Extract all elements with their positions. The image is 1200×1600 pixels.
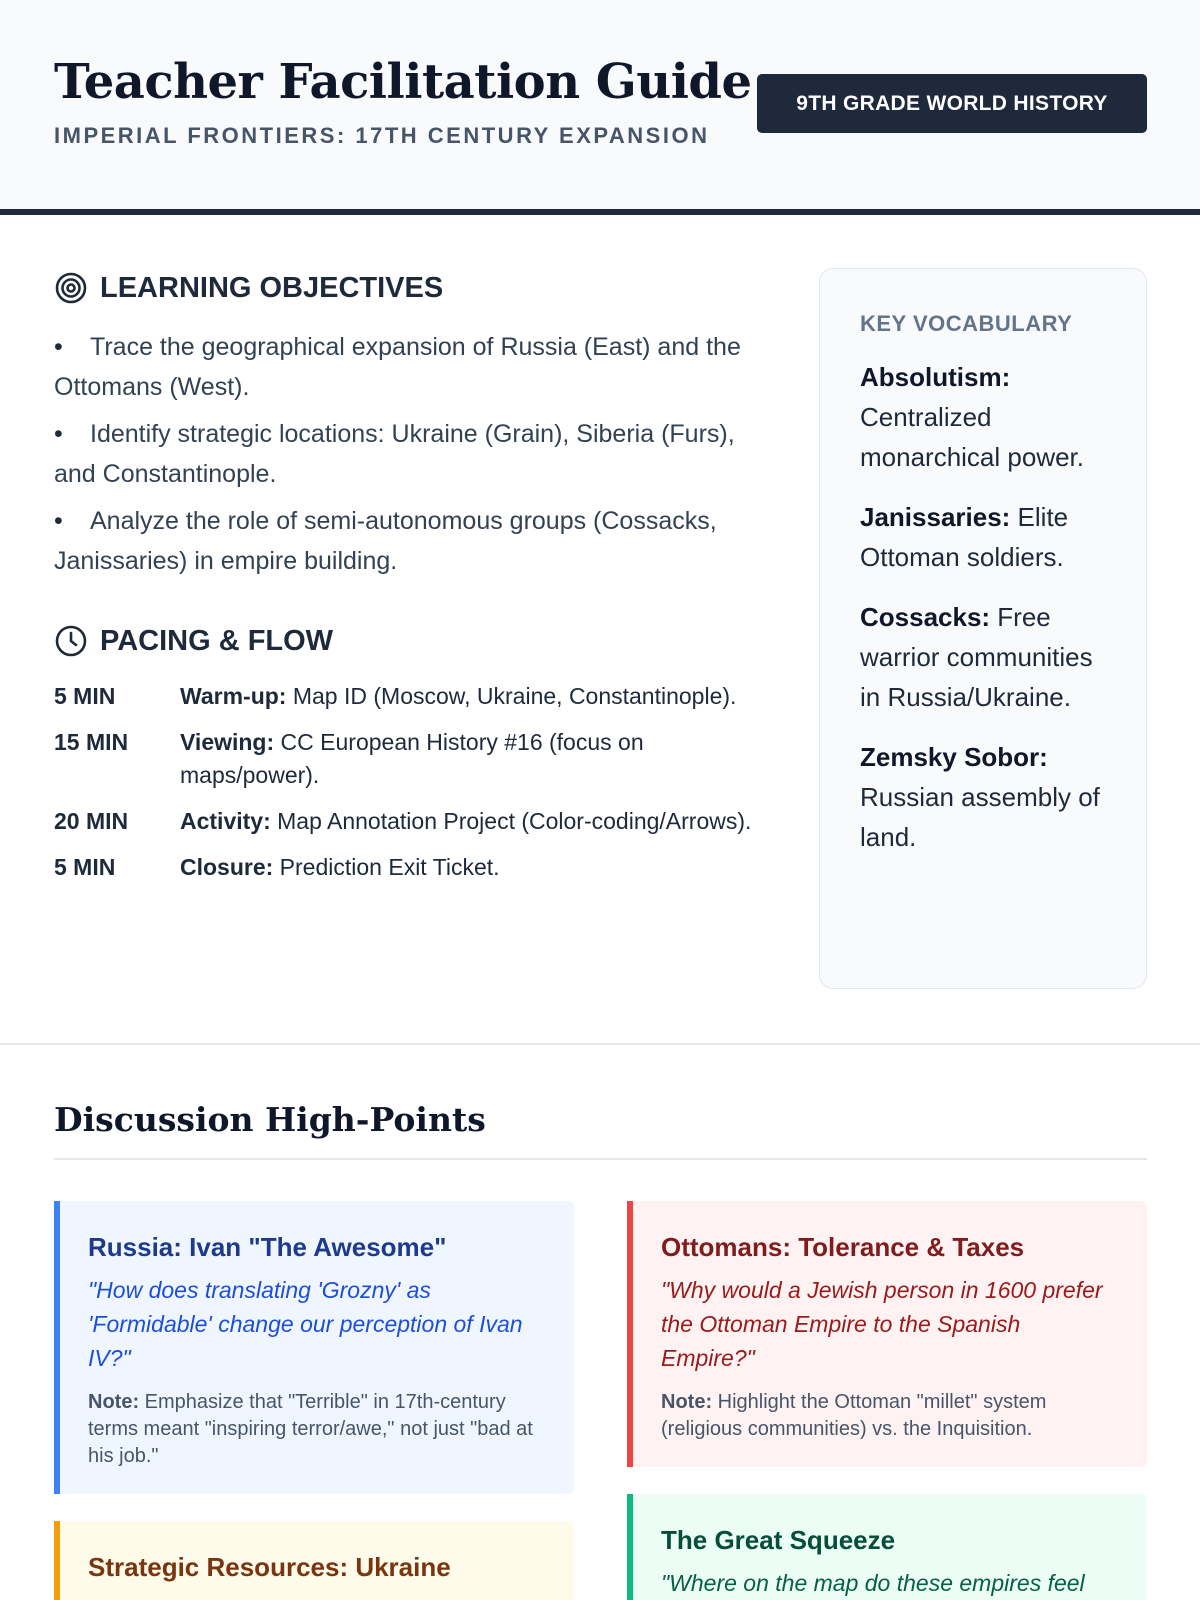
objectives-heading-label: LEARNING OBJECTIVES <box>100 271 444 304</box>
note-label: Note: <box>661 1391 713 1413</box>
vocabulary-definition: Centralized monarchical power. <box>860 402 1084 472</box>
clock-icon <box>54 624 88 658</box>
pacing-row <box>54 726 754 792</box>
note-text: Highlight the Ottoman "millet" system (religious communities) vs. the Inquisition. <box>661 1391 1047 1440</box>
target-icon <box>54 271 88 305</box>
note-label: Note: <box>88 1391 140 1413</box>
vocabulary-definition: Russian assembly of land. <box>860 782 1100 852</box>
pacing-description <box>180 851 754 884</box>
pacing-text: Map Annotation Project (Color-coding/Arrows). <box>270 808 752 834</box>
pacing-description <box>180 805 754 838</box>
section-divider <box>0 1043 1200 1045</box>
card-question: "Where on the map do these empires feel <box>661 1570 1085 1596</box>
vocabulary-term: Cossacks: <box>860 602 991 632</box>
vocabulary-item <box>860 597 1106 717</box>
card-title: Russia: Ivan "The Awesome" <box>88 1232 447 1262</box>
vocabulary-term: Absolutism: <box>860 362 1011 392</box>
pacing-list <box>54 680 754 897</box>
card-title: Strategic Resources: Ukraine <box>88 1552 451 1582</box>
vocabulary-title: KEY VOCABULARY <box>860 311 1073 336</box>
card-note <box>661 1389 1119 1443</box>
pacing-row <box>54 805 754 838</box>
vocabulary-definition: Elite Ottoman soldiers. <box>860 502 1069 572</box>
objectives-heading <box>54 271 443 305</box>
discussion-title: Discussion High-Points <box>54 1100 486 1139</box>
grade-badge: 9TH GRADE WORLD HISTORY <box>757 74 1147 133</box>
pacing-row <box>54 680 754 713</box>
pacing-text: Map ID (Moscow, Ukraine, Constantinople). <box>286 683 737 709</box>
card-question: "How does translating 'Grozny' as 'Formidable' change our perception of Ivan IV?" <box>88 1277 523 1371</box>
pacing-row <box>54 851 754 884</box>
pacing-time: 5 MIN <box>54 683 116 709</box>
pacing-time: 20 MIN <box>54 808 129 834</box>
pacing-description <box>180 726 754 792</box>
pacing-label: Activity: <box>180 808 271 834</box>
pacing-heading-label: PACING & FLOW <box>100 624 334 657</box>
vocabulary-card <box>819 268 1147 989</box>
card-title: Ottomans: Tolerance & Taxes <box>661 1232 1025 1262</box>
pacing-label: Viewing: <box>180 729 275 755</box>
pacing-text: Prediction Exit Ticket. <box>273 854 500 880</box>
discussion-rule <box>54 1158 1147 1160</box>
list-item: • Analyze the role of semi-autonomous groups (Cossacks, Janissaries) in empire building. <box>54 501 754 581</box>
pacing-time: 5 MIN <box>54 854 116 880</box>
card-question: "Why would a Jewish person in 1600 prefer the Ottoman Empire to the Spanish Empire?" <box>661 1277 1103 1371</box>
list-item: • Trace the geographical expansion of Russia (East) and the Ottomans (West). <box>54 327 754 407</box>
note-text: Emphasize that "Terrible" in 17th-century terms meant "inspiring terror/awe," not just "bad at his job." <box>88 1391 533 1467</box>
vocabulary-definition: Free warrior communities in Russia/Ukraine. <box>860 602 1093 712</box>
discussion-card-ukraine <box>54 1521 574 1600</box>
vocabulary-item <box>860 737 1106 857</box>
pacing-label: Warm-up: <box>180 683 287 709</box>
page-subtitle: IMPERIAL FRONTIERS: 17TH CENTURY EXPANSION <box>54 123 710 148</box>
card-note <box>88 1389 546 1470</box>
list-item: • Identify strategic locations: Ukraine (Grain), Siberia (Furs), and Constantinople. <box>54 414 754 494</box>
discussion-card-ottomans <box>627 1201 1147 1467</box>
vocabulary-term: Zemsky Sobor: <box>860 742 1048 772</box>
card-title: The Great Squeeze <box>661 1525 896 1555</box>
discussion-card-squeeze <box>627 1494 1147 1600</box>
page-header <box>0 0 1200 215</box>
pacing-label: Closure: <box>180 854 274 880</box>
page-title: Teacher Facilitation Guide <box>54 54 752 110</box>
pacing-text: CC European History #16 (focus on maps/power). <box>180 729 644 788</box>
discussion-card-russia <box>54 1201 574 1494</box>
vocabulary-term: Janissaries: <box>860 502 1011 532</box>
objectives-list <box>54 327 754 588</box>
vocabulary-item <box>860 357 1106 477</box>
vocabulary-item <box>860 497 1106 577</box>
pacing-heading <box>54 624 333 658</box>
pacing-time: 15 MIN <box>54 729 129 755</box>
pacing-description <box>180 680 754 713</box>
